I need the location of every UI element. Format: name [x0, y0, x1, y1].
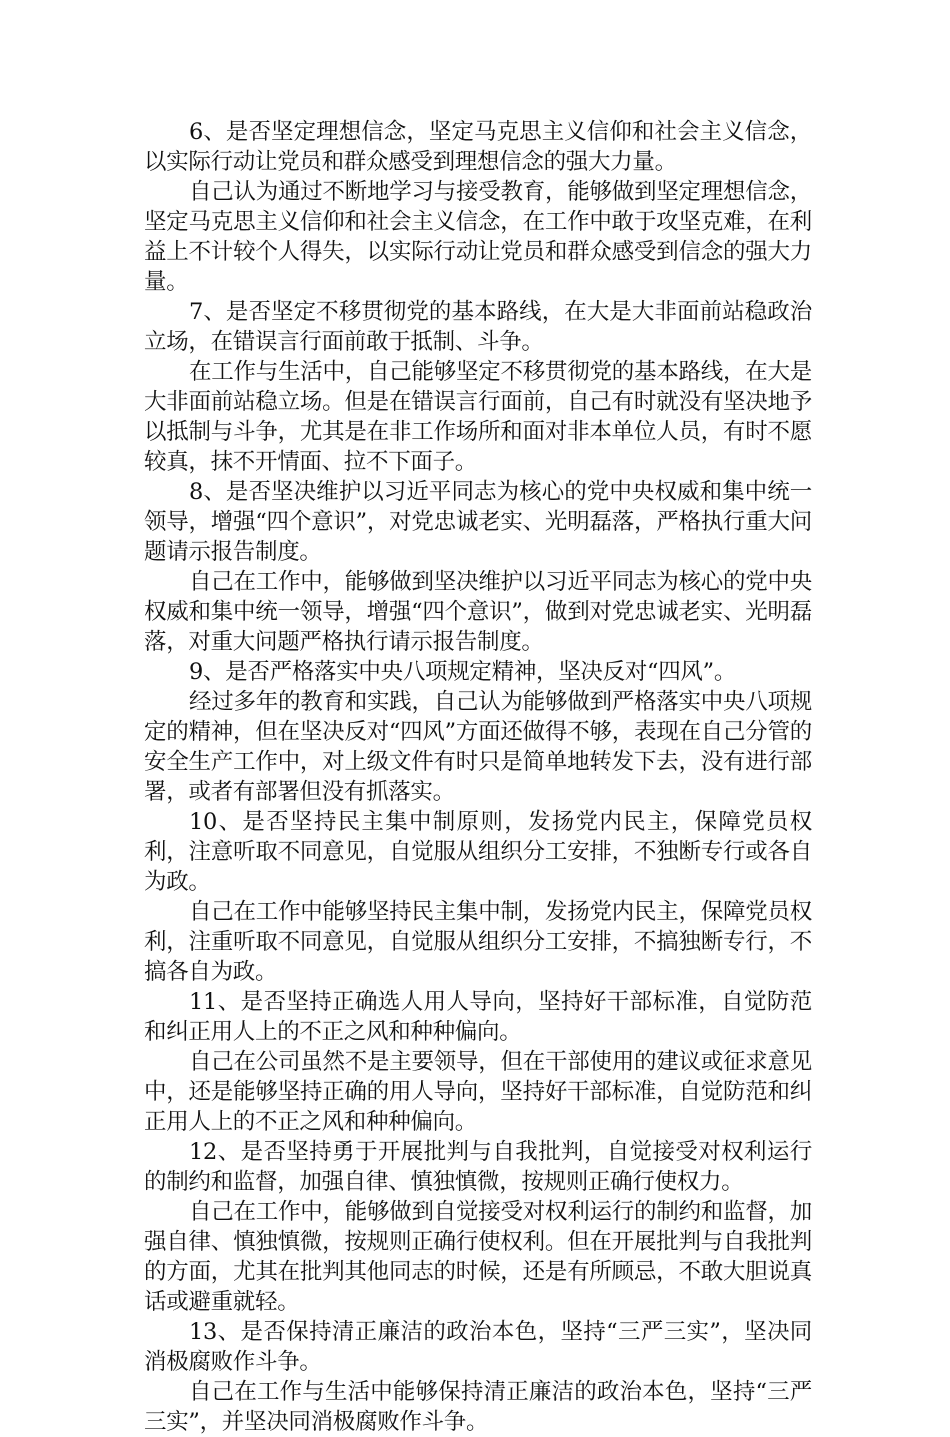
- answer-7: 在工作与生活中，自己能够坚定不移贯彻党的基本路线，在大是大非面前站稳立场。但是在错误言行面前，自己有时就没有坚决地予以抵制与斗争，尤其是在非工作场所和面对非本单位人员，有时不愿较真，抹不开情面、拉不下面子。: [144, 359, 812, 475]
- question-12: 12、是否坚持勇于开展批判与自我批判，自觉接受对权利运行的制约和监督，加强自律、慎独慎微，按规则正确行使权力。: [144, 1139, 812, 1195]
- question-8: 8、是否坚决维护以习近平同志为核心的党中央权威和集中统一领导，增强“四个意识”，对党忠诚老实、光明磊落，严格执行重大问题请示报告制度。: [144, 479, 812, 565]
- question-13: 13、是否保持清正廉洁的政治本色，坚持“三严三实”，坚决同消极腐败作斗争。: [144, 1319, 812, 1375]
- question-9: 9、是否严格落实中央八项规定精神，坚决反对“四风”。: [189, 659, 737, 685]
- question-6: 6、是否坚定理想信念，坚定马克思主义信仰和社会主义信念，以实际行动让党员和群众感受到理想信念的强大力量。: [144, 119, 812, 175]
- answer-10: 自己在工作中能够坚持民主集中制，发扬党内民主，保障党员权利，注重听取不同意见，自觉服从组织分工安排，不搞独断专行，不搞各自为政。: [144, 899, 812, 985]
- question-11: 11、是否坚持正确选人用人导向，坚持好干部标准，自觉防范和纠正用人上的不正之风和种种偏向。: [144, 989, 812, 1045]
- answer-6: 自己认为通过不断地学习与接受教育，能够做到坚定理想信念，坚定马克思主义信仰和社会主义信念，在工作中敢于攻坚克难，在利益上不计较个人得失，以实际行动让党员和群众感受到信念的强大力量。: [144, 179, 812, 295]
- question-7: 7、是否坚定不移贯彻党的基本路线，在大是大非面前站稳政治立场，在错误言行面前敢于抵制、斗争。: [144, 299, 812, 355]
- answer-8: 自己在工作中，能够做到坚决维护以习近平同志为核心的党中央权威和集中统一领导，增强“四个意识”，做到对党忠诚老实、光明磊落，对重大问题严格执行请示报告制度。: [144, 569, 812, 655]
- answer-13: 自己在工作与生活中能够保持清正廉洁的政治本色，坚持“三严三实”，并坚决同消极腐败作斗争。: [144, 1379, 812, 1435]
- question-10: 10、是否坚持民主集中制原则，发扬党内民主，保障党员权利，注意听取不同意见，自觉服从组织分工安排，不独断专行或各自为政。: [144, 809, 812, 895]
- answer-11: 自己在公司虽然不是主要领导，但在干部使用的建议或征求意见中，还是能够坚持正确的用人导向，坚持好干部标准，自觉防范和纠正用人上的不正之风和种种偏向。: [144, 1049, 812, 1135]
- answer-9: 经过多年的教育和实践，自己认为能够做到严格落实中央八项规定的精神，但在坚决反对“四风”方面还做得不够，表现在自己分管的安全生产工作中，对上级文件有时只是简单地转发下去，没有进行部署，或者有部署但没有抓落实。: [144, 689, 812, 805]
- answer-12: 自己在工作中，能够做到自觉接受对权利运行的制约和监督，加强自律、慎独慎微，按规则正确行使权利。但在开展批判与自我批判的方面，尤其在批判其他同志的时候，还是有所顾忌，不敢大胆说真话或避重就轻。: [144, 1199, 812, 1315]
- document-page: [144, 117, 812, 1437]
